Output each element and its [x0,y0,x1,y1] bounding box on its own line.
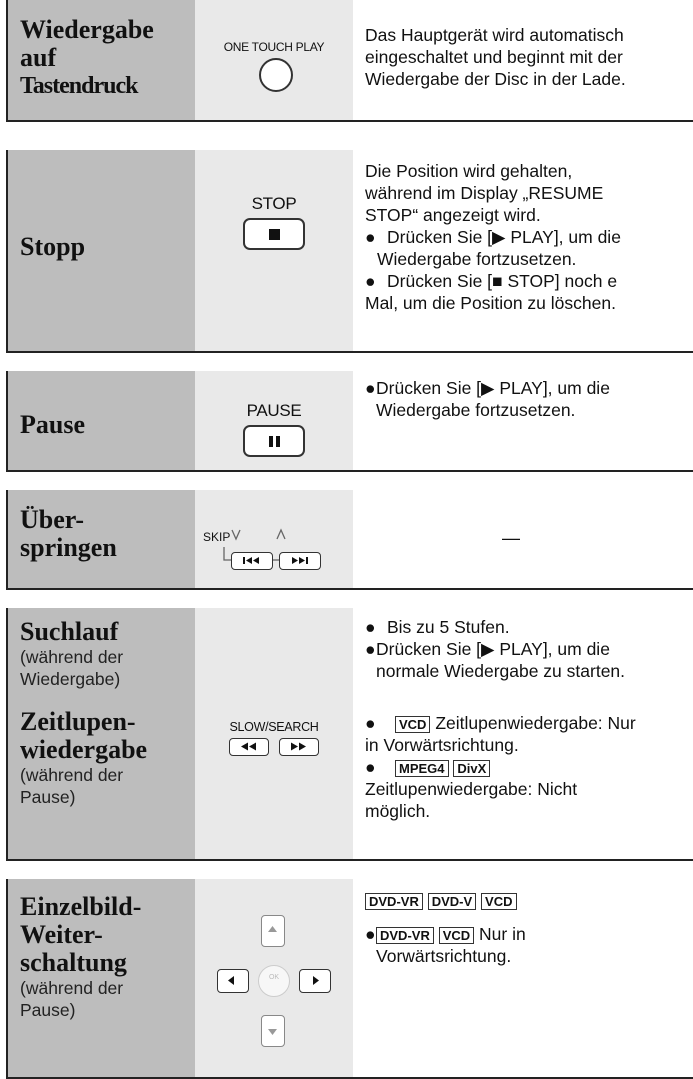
row-stop [6,150,693,353]
button-cell [195,879,353,1077]
up-arrow-icon [262,916,283,945]
row-pause [6,371,693,472]
disc-tag: VCD [481,893,516,910]
one-touch-play-label: ONE TOUCH PLAY [223,40,325,54]
skip-label: SKIP [203,530,231,544]
function-title-line: auf [20,43,57,72]
function-subtitle: Pause) [20,787,76,807]
function-subtitle: (während der [20,978,124,998]
function-subtitle: (während der [20,647,124,667]
function-title: Stopp [20,232,86,261]
bullet-continuation: Zeitlupenwiedergabe: Nicht [365,779,578,799]
disc-tag: MPEG4 [395,760,449,777]
left-arrow-icon [218,970,247,991]
disc-tags-line [365,889,693,911]
function-title-line: schaltung [20,948,127,977]
bullet-continuation: möglich. [365,801,431,821]
description-cell [353,608,693,859]
disc-tag: DivX [453,760,490,777]
desc-line: STOP“ angezeigt wird. [365,205,541,225]
function-title-line: Weiter- [20,920,103,949]
disc-tag: DVD-V [428,893,476,910]
function-subtitle: (während der [20,765,124,785]
down-arrow-icon [262,1016,283,1045]
fast-forward-icon [280,739,317,754]
description-cell [353,879,693,1077]
description-cell [353,371,693,470]
row-frame-advance [6,879,693,1079]
function-title: Pause [20,410,85,439]
search-forward-button[interactable] [279,738,319,756]
function-title-line: Tastendruck [20,73,138,99]
function-subtitle: Wiedergabe) [20,669,121,689]
desc-line: Die Position wird gehalten, [365,161,573,181]
function-title-line: Über- [20,505,85,534]
ok-button[interactable] [258,965,290,997]
no-description-dash: — [502,528,520,548]
disc-tag: DVD-VR [376,927,434,944]
function-title-line: Zeitlupen- [20,707,136,736]
button-cell [195,371,353,470]
skip-previous-icon [232,553,271,568]
function-cell [8,490,195,588]
right-arrow-icon [300,970,329,991]
button-cell [195,490,353,588]
stop-label: STOP [251,194,297,213]
down-button[interactable] [261,1015,285,1047]
slow-search-label: SLOW/SEARCH [229,720,319,734]
bullet-continuation: in Vorwärtsrichtung. [365,735,519,755]
bullet-continuation: Wiedergabe fortzusetzen. [376,400,576,420]
search-back-button[interactable] [229,738,269,756]
row-one-touch-play [6,0,693,122]
function-title-line: wiedergabe [20,735,148,764]
skip-next-icon [280,553,319,568]
button-cell [195,608,353,859]
button-cell [195,0,353,120]
skip-back-button[interactable] [231,552,273,570]
row-skip [6,490,693,590]
one-touch-play-button[interactable] [259,58,293,92]
ok-label: OK [268,974,280,981]
function-cell [8,608,195,859]
skip-forward-button[interactable] [279,552,321,570]
function-cell [8,371,195,470]
right-button[interactable] [299,969,331,993]
function-title-line: Wiedergabe [20,15,154,44]
function-title-line: Einzelbild- [20,892,142,921]
skip-diagram [195,490,353,590]
rewind-icon [230,739,267,754]
bullet-line: ● MPEG4 DivX [365,756,693,778]
pause-icon [269,436,281,447]
bullet-continuation: Mal, um die Position zu löschen. [365,293,616,313]
desc-line: Wiedergabe der Disc in der Lade. [365,69,626,89]
left-button[interactable] [217,969,249,993]
description-cell [353,490,693,588]
stop-square-icon [269,229,280,240]
pause-label: PAUSE [246,401,302,420]
description-cell [353,150,693,351]
desc-line: während im Display „RESUME [365,183,604,203]
bullet-line: ● DVD-VR VCD Nur in [365,924,526,944]
disc-tag: VCD [439,927,474,944]
function-title-line: springen [20,533,117,562]
bullet-line: ●Drücken Sie [▶ PLAY], um die [365,639,610,659]
function-cell [8,150,195,351]
bullet-line: ● Drücken Sie [■ STOP] noch e [365,271,618,291]
function-title: Suchlauf [20,617,119,646]
function-cell [8,0,195,120]
function-subtitle: Pause) [20,1000,76,1020]
up-button[interactable] [261,915,285,947]
bullet-continuation: Wiedergabe fortzusetzen. [377,249,577,269]
desc-line: eingeschaltet und beginnt mit der [365,47,623,67]
bullet-line: ● VCD Zeitlupenwiedergabe: Nur [365,713,636,733]
row-search-slow [6,608,693,861]
disc-tag: VCD [395,716,430,733]
bullet-line: ● Drücken Sie [▶ PLAY], um die [365,227,621,247]
bullet-line: ●Drücken Sie [▶ PLAY], um die [365,378,610,398]
bullet-line: ● Bis zu 5 Stufen. [365,617,510,637]
stop-button[interactable] [243,218,305,250]
pause-button[interactable] [243,425,305,457]
bullet-continuation: Vorwärtsrichtung. [376,946,512,966]
description-cell [353,0,693,120]
button-cell [195,150,353,351]
bullet-continuation: normale Wiedergabe zu starten. [376,661,626,681]
function-cell [8,879,195,1077]
disc-tag: DVD-VR [365,893,423,910]
desc-line: Das Hauptgerät wird automatisch [365,25,624,45]
